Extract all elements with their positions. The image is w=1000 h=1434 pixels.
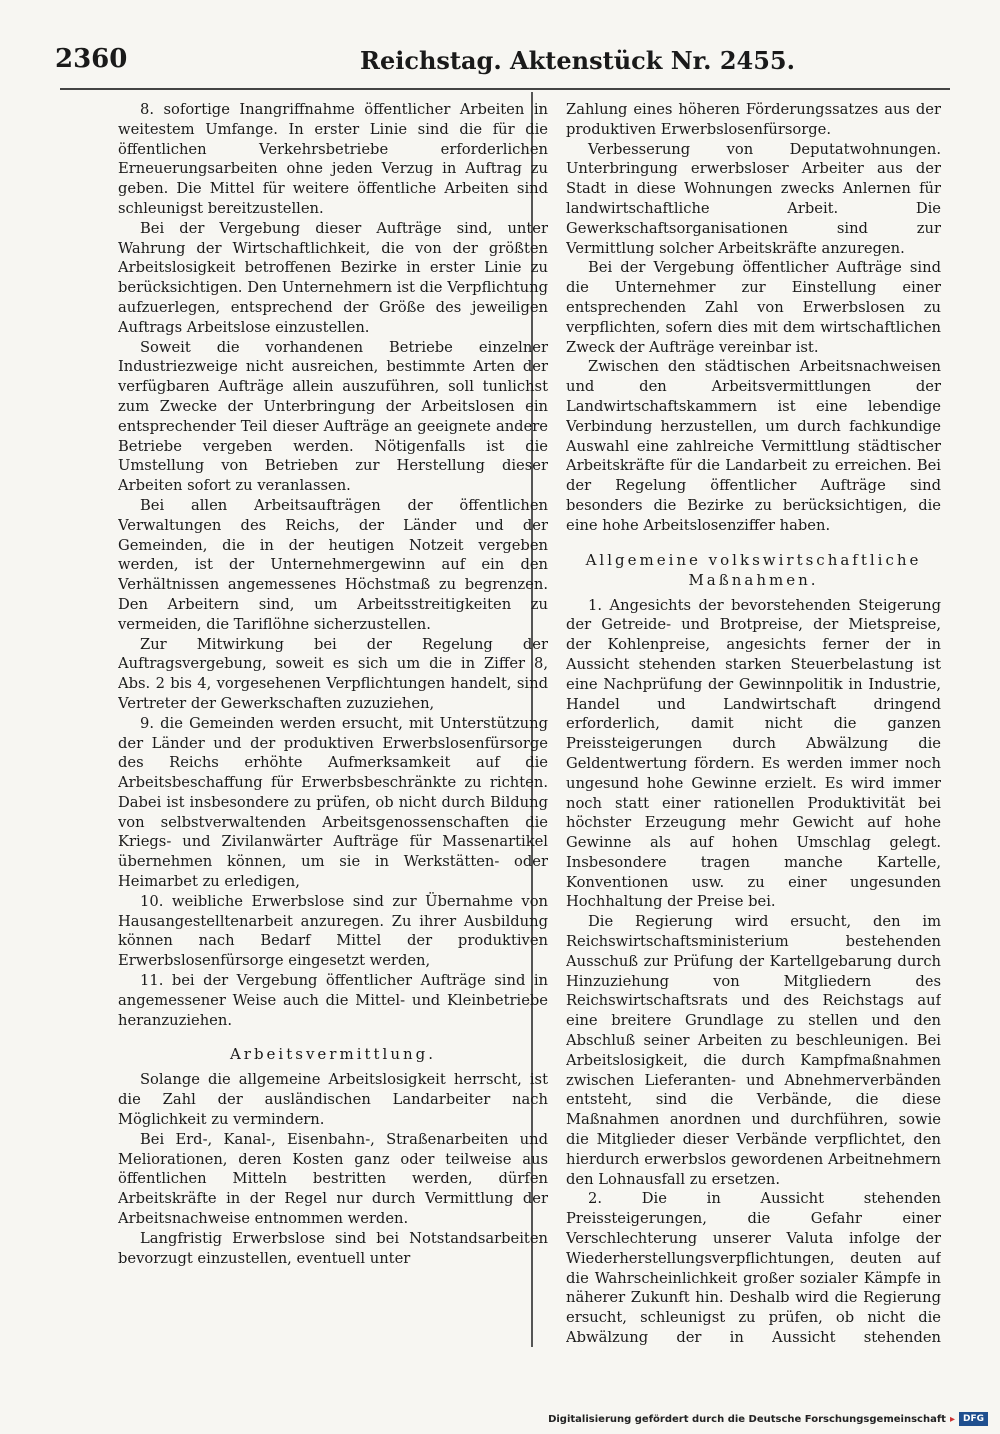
separator-icon: ▸: [949, 1413, 955, 1425]
paragraph: Zahlung eines höheren Förderungssatzes aus der produktiven Erwerbslosenfürsorge.: [566, 101, 941, 138]
footer-text: Digitalisierung gefördert durch die Deutsche Forschungsgemeinschaft: [548, 1413, 946, 1425]
right-column: [566, 100, 941, 1350]
paragraph: Soweit die vorhandenen Betriebe einzelner Industriezweige nicht ausreichen, bestimmte Arten der verfügbaren Aufträge allein auszuführen, soll tunlichst zum Zwecke der Unterbringung der Arbeitslosen ein entsprechender Teil dieser Aufträge an geeignete andere Betriebe vergeben werden. Nötigenfalls ist die Umstellung von Betrieben zur Herstellung dieser Arbeiten sofort zu veranlassen.: [118, 338, 548, 495]
header-rule: [60, 88, 950, 90]
footer: [548, 1412, 988, 1426]
paragraph: 1. Angesichts der bevorstehenden Steigerung der Getreide- und Brotpreise, der Mietspreise, der Kohlenpreise, angesichts ferner der in Aussicht stehenden starken Steuerbelastung ist eine Nachprüfung der Gewinnpolitik in Industrie, Handel und Landwirtschaft dringend erforderlich, damit nicht die ganzen Preissteigerungen durch Abwälzung die Geldentwertung fördern. Es werden immer noch ungesund hohe Gewinne erzielt. Es wird immer noch statt einer rationellen Produktivität bei höchster Erzeugung mehr Gewicht auf hohe Gewinne als auf hohen Umschlag gelegt. Insbesondere tragen manche Kartelle, Konventionen usw. zu einer ungesunden Hochhaltung der Preise bei.: [566, 596, 941, 911]
page-title: Reichstag. Aktenstück Nr. 2455.: [360, 46, 795, 75]
paragraph: 11. bei der Vergebung öffentlicher Aufträge sind in angemessener Weise auch die Mittel- und Kleinbetriebe heranzuziehen.: [118, 972, 548, 1029]
page-number: 2360: [55, 44, 128, 74]
paragraph: Bei der Vergebung öffentlicher Aufträge sind die Unternehmer zur Einstellung einer entsprechenden Zahl von Erwerbslosen zu verpflichten, sofern dies mit dem wirtschaftlichen Zweck der Aufträge vereinbar ist.: [566, 259, 941, 356]
paragraph: 8. sofortige Inangriffnahme öffentlicher Arbeiten in weitestem Umfange. In erster Linie sind die für die öffentlichen Verkehrsbetriebe erforderlichen Erneuerungsarbeiten ohne jeden Verzug in Auftrag zu geben. Die Mittel für weitere öffentliche Arbeiten sind schleunigst bereitzustellen.: [118, 101, 548, 217]
paragraph: Die Regierung wird ersucht, den im Reichswirtschaftsministerium bestehenden Ausschuß zur Prüfung der Kartellgebarung durch Hinzuziehung von Mitgliedern des Reichswirtschaftsrats und des Reichstags auf eine breitere Grundlage zu stellen und den Abschluß seiner Arbeiten zu beschleunigen. Bei Arbeitslosigkeit, die durch Kampfmaßnahmen zwischen Lieferanten- und Abnehmerverbänden entsteht, sind die Verbände, die diese Maßnahmen anordnen und durchführen, sowie die Mitglieder dieser Verbände verpflichtet, den hierdurch erwerbslos gewordenen Arbeitnehmern den Lohnausfall zu ersetzen.: [566, 913, 941, 1188]
paragraph: 2. Die in Aussicht stehenden Preissteigerungen, die Gefahr einer Verschlechterung unserer Valuta infolge der Wiederherstellungsverpflichtungen, deuten auf die Wahrscheinlichkeit großer sozialer Kämpfe in näherer Zukunft hin. Deshalb wird die Regierung ersucht, schleunigst zu prüfen, ob nicht die Abwälzung der in Aussicht stehenden: [566, 1190, 941, 1347]
paragraph: Bei der Vergebung dieser Aufträge sind, unter Wahrung der Wirtschaftlichkeit, die von der größten Arbeitslosigkeit betroffenen Bezirke in erster Linie zu berücksichtigen. Den Unternehmern ist die Verpflichtung aufzuerlegen, entsprechend der Größe des jeweiligen Auftrags Arbeitslose einzustellen.: [118, 219, 548, 336]
paragraph: Langfristig Erwerbslose sind bei Notstandsarbeiten bevorzugt einzustellen, eventuell unter: [118, 1229, 548, 1267]
paragraph: 10. weibliche Erwerbslose sind zur Übernahme von Hausangestelltenarbeit anzuregen. Zu ihrer Ausbildung können nach Bedarf Mittel der produktiven Erwerbslosenfürsorge eingesetzt werden,: [118, 892, 548, 970]
paragraph: Bei Erd-, Kanal-, Eisenbahn-, Straßenarbeiten und Meliorationen, deren Kosten ganz oder teilweise aus öffentlichen Mitteln bestritten werden, dürfen Arbeitskräfte in der Regel nur durch Vermittlung der Arbeitsnachweise entnommen werden.: [118, 1130, 548, 1228]
paragraph: Bei allen Arbeitsaufträgen der öffentlichen Verwaltungen des Reichs, der Länder und der Gemeinden, die in der heutigen Notzeit vergeben werden, ist der Unternehmergewinn auf ein den Verhältnissen angemessenes Höchstmaß zu begrenzen. Den Arbeitern sind, um Arbeitsstreitigkeiten zu vermeiden, die Tariflöhne sicherzustellen.: [118, 496, 548, 633]
paragraph: Zur Mitwirkung bei der Regelung der Auftragsvergebung, soweit es sich um die in Ziffer 8, Abs. 2 bis 4, vorgesehenen Verpflichtungen handelt, sind Vertreter der Gewerkschaften zuzuziehen,: [118, 635, 548, 712]
section-heading: Allgemeine volkswirtschaftliche Maßnahmen.: [585, 550, 922, 589]
left-column: [118, 100, 548, 1350]
paragraph: Verbesserung von Deputatwohnungen. Unterbringung erwerbsloser Arbeiter aus der Stadt in diese Wohnungen zwecks Anlernen für landwirtschaftliche Arbeit. Die Gewerkschaftsorganisationen sind zur Vermittlung solcher Arbeitskräfte anzuregen.: [566, 140, 941, 257]
paragraph: 9. die Gemeinden werden ersucht, mit Unterstützung der Länder und der produktiven Erwerbslosenfürsorge des Reichs erhöhte Aufmerksamkeit auf die Arbeitsbeschaffung für Erwerbsbeschränkte zu richten. Dabei ist insbesondere zu prüfen, ob nicht durch Bildung von selbstverwaltenden Arbeitsgenossenschaften die Kriegs- und Zivilanwärter Aufträge für Massenartikel übernehmen können, um sie in Werkstätten- oder Heimarbet zu erledigen,: [118, 714, 548, 891]
page-header: [55, 44, 795, 84]
dfg-logo: DFG: [959, 1412, 988, 1426]
paragraph: Zwischen den städtischen Arbeitsnachweisen und den Arbeitsvermittlungen der Landwirtschaftskammern ist eine lebendige Verbindung herzustellen, um durch fachkundige Auswahl eine zahlreiche Vermittlung städtischer Arbeitskräfte für die Landarbeit zu erreichen. Bei der Regelung öffentlicher Aufträge sind besonders die Bezirke zu berücksichtigen, die eine hohe Arbeitslosenziffer haben.: [566, 358, 941, 534]
paragraph: Solange die allgemeine Arbeitslosigkeit herrscht, ist die Zahl der ausländischen Landarbeiter nach Möglichkeit zu vermindern.: [118, 1071, 548, 1129]
section-heading: Arbeitsvermittlung.: [229, 1045, 437, 1064]
